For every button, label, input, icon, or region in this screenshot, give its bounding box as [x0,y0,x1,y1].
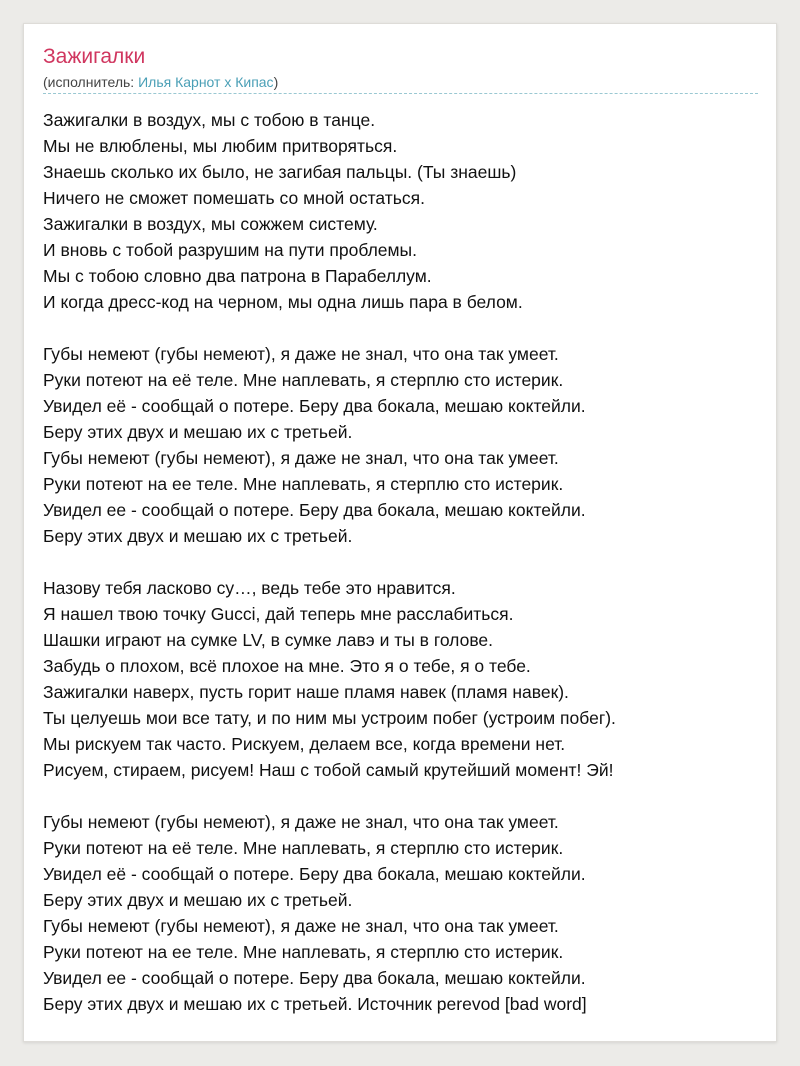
lyrics-line: Беру этих двух и мешаю их с третьей. [43,526,353,546]
lyrics-line: Беру этих двух и мешаю их с третьей. [43,890,353,910]
lyrics-line: Руки потеют на ее теле. Мне наплевать, я стерплю сто истерик. [43,474,564,494]
lyrics-line: Забудь о плохом, всё плохое на мне. Это я о тебе, я о тебе. [43,656,531,676]
performer-prefix: (исполнитель: [43,74,139,90]
lyrics-line: Зажигалки в воздух, мы с тобою в танце. [43,110,376,130]
lyrics-line: Назову тебя ласково су…, ведь тебе это нравится. [43,578,456,598]
lyrics-line: Руки потеют на ее теле. Мне наплевать, я стерплю сто истерик. [43,942,564,962]
lyrics-stanza [43,107,763,315]
lyrics-line: Губы немеют (губы немеют), я даже не знал, что она так умеет. [43,916,559,936]
lyrics-line: Увидел её - сообщай о потере. Беру два бокала, мешаю коктейли. [43,396,586,416]
lyrics-line: Мы не влюблены, мы любим притворяться. [43,136,398,156]
lyrics-line: Увидел ее - сообщай о потере. Беру два бокала, мешаю коктейли. [43,500,586,520]
lyrics-line: Зажигалки наверх, пусть горит наше пламя навек (пламя навек). [43,682,569,702]
lyrics-stanza [43,809,763,1017]
lyrics-line: Рисуем, стираем, рисуем! Наш с тобой самый крутейший момент! Эй! [43,760,614,780]
lyrics-line: Зажигалки в воздух, мы сожжем систему. [43,214,378,234]
lyrics-line: Руки потеют на её теле. Мне наплевать, я стерплю сто истерик. [43,370,564,390]
lyrics-stanza [43,575,763,783]
lyrics-line: Увидел её - сообщай о потере. Беру два бокала, мешаю коктейли. [43,864,586,884]
title-divider [43,93,758,94]
lyrics-sheet [23,23,777,1042]
lyrics-line: Беру этих двух и мешаю их с третьей. Источник perevod [bad word] [43,994,587,1014]
lyrics-body [43,107,763,1043]
lyrics-line: Беру этих двух и мешаю их с третьей. [43,422,353,442]
performer-suffix: ) [273,74,279,90]
lyrics-line: Мы с тобою словно два патрона в Парабеллум. [43,266,432,286]
performer-line [43,73,278,91]
lyrics-line: Губы немеют (губы немеют), я даже не знал, что она так умеет. [43,344,559,364]
lyrics-line: И когда дресс-код на черном, мы одна лишь пара в белом. [43,292,523,312]
lyrics-line: И вновь с тобой разрушим на пути проблемы. [43,240,417,260]
lyrics-line: Мы рискуем так часто. Рискуем, делаем все, когда времени нет. [43,734,566,754]
lyrics-line: Шашки играют на сумке LV, в сумке лавэ и ты в голове. [43,630,494,650]
lyrics-line: Руки потеют на её теле. Мне наплевать, я стерплю сто истерик. [43,838,564,858]
song-title: Зажигалки [43,45,146,68]
lyrics-line: Ничего не сможет помешать со мной остаться. [43,188,426,208]
lyrics-line: Я нашел твою точку Gucci, дай теперь мне расслабиться. [43,604,514,624]
lyrics-stanza [43,341,763,549]
lyrics-line: Увидел ее - сообщай о потере. Беру два бокала, мешаю коктейли. [43,968,586,988]
lyrics-line: Знаешь сколько их было, не загибая пальцы. (Ты знаешь) [43,162,517,182]
lyrics-line: Губы немеют (губы немеют), я даже не знал, что она так умеет. [43,448,559,468]
artist-link[interactable]: Илья Карнот x Кипас [138,74,274,90]
lyrics-line: Ты целуешь мои все тату, и по ним мы устроим побег (устроим побег). [43,708,616,728]
lyrics-line: Губы немеют (губы немеют), я даже не знал, что она так умеет. [43,812,559,832]
